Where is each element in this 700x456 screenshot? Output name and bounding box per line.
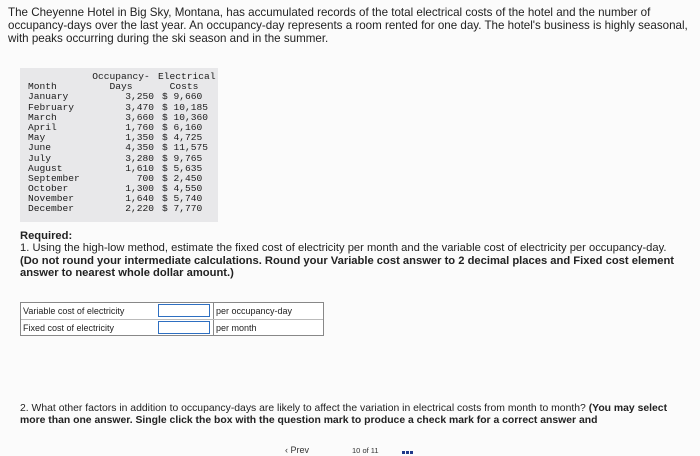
required-section — [20, 230, 688, 279]
cost-header-2: Costs — [169, 81, 199, 93]
table-cell-days: 1,760 — [125, 121, 154, 133]
days-column — [88, 72, 154, 215]
table-cell-days: 2,220 — [125, 203, 154, 215]
table-cell-month: May — [28, 132, 46, 144]
page-indicator[interactable] — [352, 446, 379, 455]
fixed-cost-row — [21, 320, 323, 336]
table-cell-days: 1,640 — [125, 193, 154, 205]
table-cell-month: July — [28, 152, 52, 164]
cost-header-1: Electrical — [158, 71, 216, 82]
variable-cost-label: Variable cost of electricity — [23, 306, 125, 316]
table-cell-days: 700 — [136, 172, 154, 184]
table-cell-days: 3,470 — [125, 101, 154, 113]
table-cell-month: June — [28, 142, 52, 154]
table-cell-cost: $ 2,450 — [162, 172, 203, 184]
page-of: of — [362, 446, 369, 455]
variable-cost-row — [21, 303, 323, 319]
problem-intro: The Cheyenne Hotel in Big Sky, Montana, has accumulated records of the total electrical costs of the hotel and the number of occupancy-days over the last year. An occupancy-day represents a room rented for one day. The hotel's business is highly seasonal, with peaks occurring during the ski season and in the summer. — [8, 6, 688, 45]
table-cell-days: 1,610 — [125, 162, 154, 174]
table-cell-month: March — [28, 111, 57, 123]
days-header-1: Occupancy- — [92, 71, 150, 82]
table-cell-cost: $ 4,550 — [162, 183, 203, 195]
question-2-text: 2. What other factors in addition to occupancy-days are likely to affect the variation in electrical costs from month to month? — [20, 403, 586, 414]
table-cell-days: 3,250 — [125, 91, 154, 103]
table-cell-cost: $ 6,160 — [162, 121, 203, 133]
table-cell-days: 3,280 — [125, 152, 154, 164]
cost-column — [158, 71, 216, 215]
table-cell-days: 3,660 — [125, 111, 154, 123]
prev-button[interactable] — [285, 445, 309, 455]
table-cell-cost: $ 10,360 — [162, 111, 209, 123]
question-1 — [20, 242, 688, 279]
table-cell-cost: $ 9,660 — [162, 91, 203, 103]
fixed-cost-unit: per month — [213, 320, 323, 336]
table-cell-cost: $ 5,635 — [162, 162, 203, 174]
table-cell-month: January — [28, 91, 69, 103]
chevron-left-icon: ‹ — [285, 445, 288, 455]
fixed-cost-label: Fixed cost of electricity — [23, 323, 115, 333]
answer-table — [20, 302, 324, 336]
table-cell-cost: $ 10,185 — [162, 101, 209, 113]
table-cell-cost: $ 7,770 — [162, 203, 203, 215]
question-2 — [20, 403, 680, 427]
table-cell-month: February — [28, 101, 75, 113]
question-2-instructions: (You may select more than one answer. Single click the box with the question mark to produce a check mark for a correct answer and — [20, 403, 668, 426]
fixed-cost-input[interactable] — [158, 321, 210, 334]
table-cell-month: September — [28, 172, 80, 184]
month-header: Month — [28, 81, 57, 93]
table-cell-cost: $ 4,725 — [162, 132, 203, 144]
table-cell-month: November — [28, 193, 75, 205]
table-cell-cost: $ 11,575 — [162, 142, 209, 154]
question-1-text: 1. Using the high-low method, estimate the fixed cost of electricity per month and the variable cost of electricity per occupancy-day. — [20, 242, 667, 255]
grid-icon[interactable] — [402, 446, 414, 452]
table-cell-month: August — [28, 162, 63, 174]
table-cell-month: April — [28, 121, 57, 133]
variable-cost-input[interactable] — [158, 304, 210, 317]
question-1-instructions: (Do not round your intermediate calculations. Round your Variable cost answer to 2 decimal places and Fixed cost element answer to nearest whole dollar amount.) — [20, 254, 675, 279]
prev-label: Prev — [290, 445, 310, 455]
table-cell-days: 1,300 — [125, 183, 154, 195]
required-title: Required: — [20, 230, 73, 242]
data-table — [20, 68, 218, 222]
table-cell-cost: $ 5,740 — [162, 193, 203, 205]
table-cell-cost: $ 9,765 — [162, 152, 203, 164]
table-cell-days: 1,350 — [125, 132, 154, 144]
page-total: 11 — [370, 446, 379, 455]
table-cell-days: 4,350 — [125, 142, 154, 154]
days-header-2: Days — [109, 81, 133, 93]
variable-cost-unit: per occupancy-day — [213, 303, 323, 319]
pagination-bar — [0, 444, 700, 455]
table-cell-month: December — [28, 203, 75, 215]
page-current: 10 — [352, 446, 361, 455]
table-cell-month: October — [28, 183, 69, 195]
